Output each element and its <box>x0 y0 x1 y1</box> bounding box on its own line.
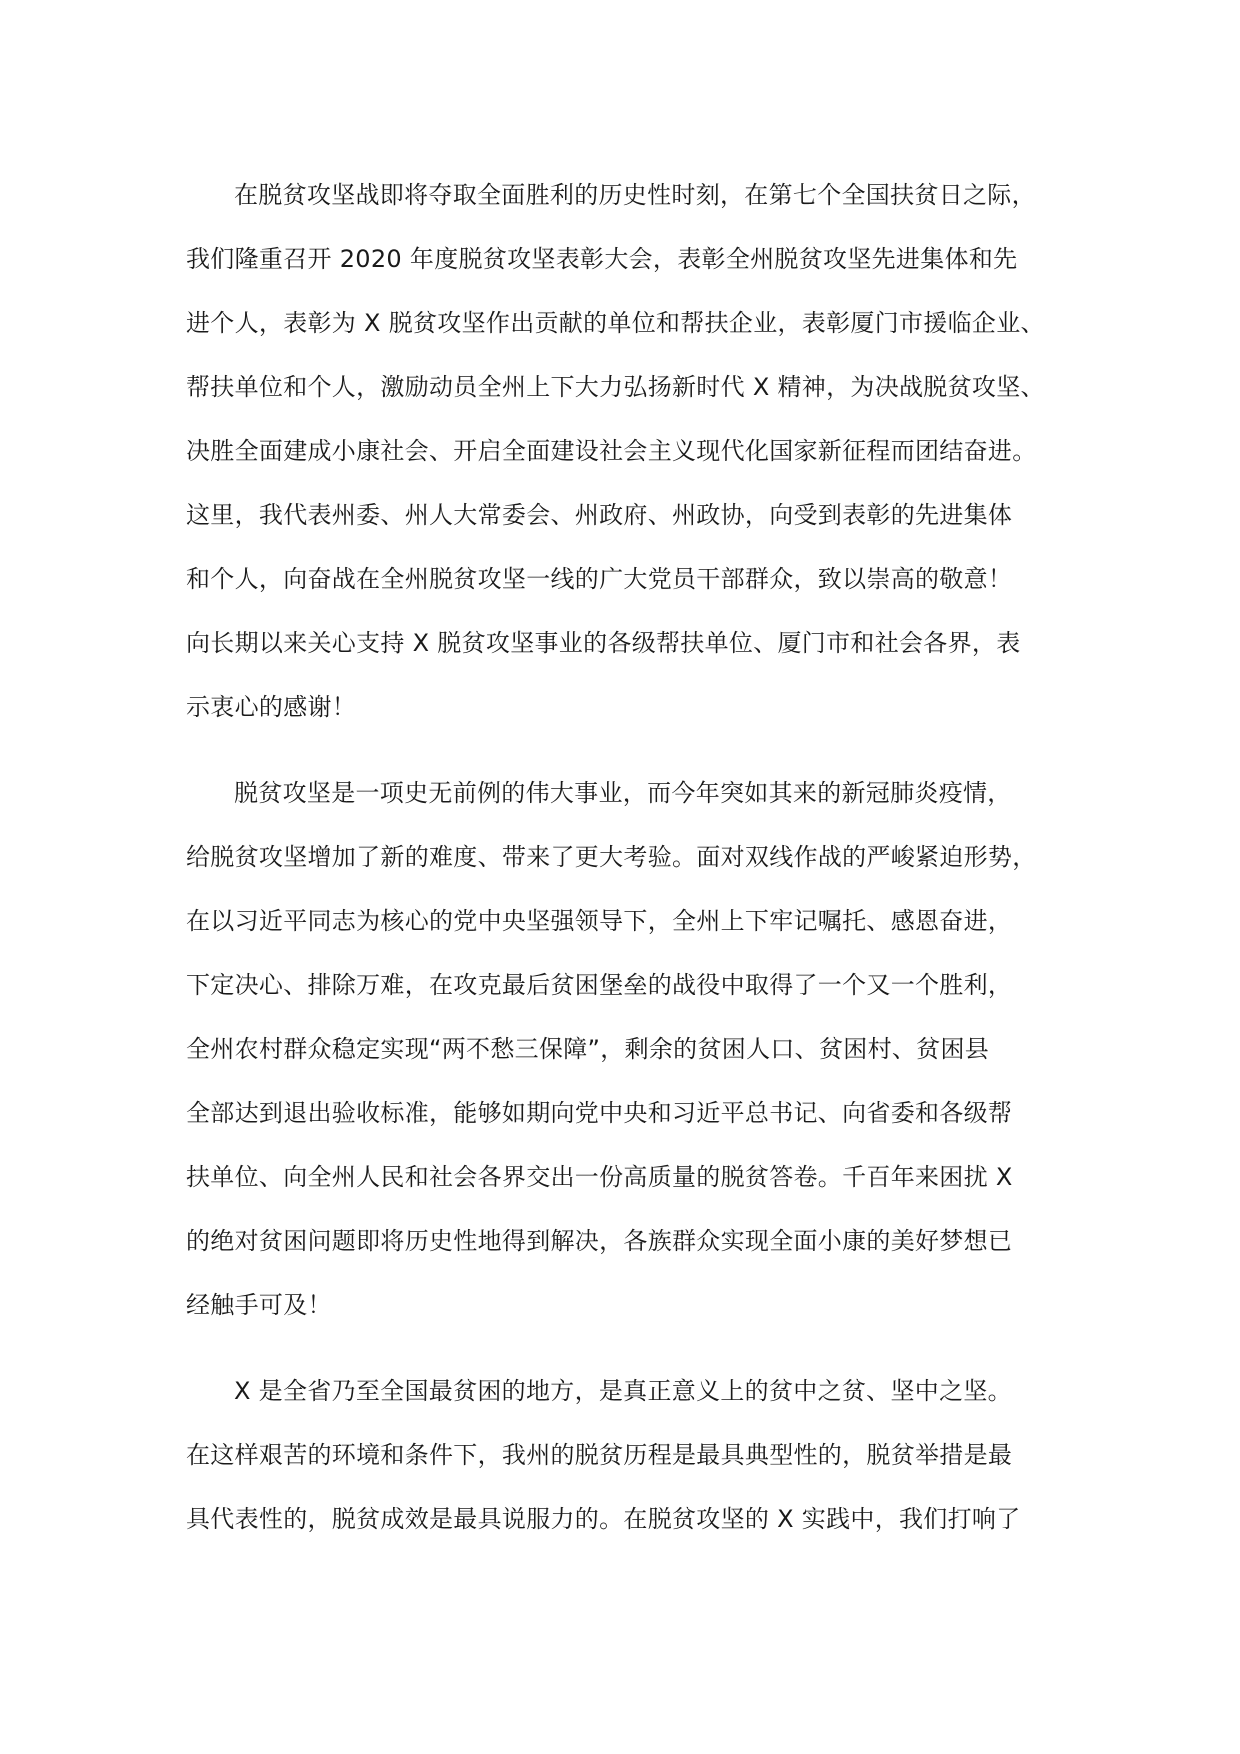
text-line: 帮扶单位和个人，激励动员全州上下大力弘扬新时代 X 精神，为决战脱贫攻坚、 <box>186 373 1045 401</box>
text-line: X 是全省乃至全国最贫困的地方，是真正意义上的贫中之贫、坚中之坚。 <box>234 1377 1012 1405</box>
text-line: 经触手可及！ <box>186 1291 332 1319</box>
text-line: 脱贫攻坚是一项史无前例的伟大事业，而今年突如其来的新冠肺炎疫情， <box>234 779 1012 807</box>
text-line: 这里，我代表州委、州人大常委会、州政府、州政协，向受到表彰的先进集体 <box>186 501 1013 529</box>
text-line: 决胜全面建成小康社会、开启全面建设社会主义现代化国家新征程而团结奋进。 <box>186 437 1037 465</box>
text-line: 示衷心的感谢！ <box>186 693 357 721</box>
text-line: 全部达到退出验收标准，能够如期向党中央和习近平总书记、向省委和各级帮 <box>186 1099 1013 1127</box>
text-line: 全州农村群众稳定实现“两不愁三保障”，剩余的贫困人口、贫困村、贫困县 <box>186 1035 990 1063</box>
text-line: 给脱贫攻坚增加了新的难度、带来了更大考验。面对双线作战的严峻紧迫形势， <box>186 843 1037 871</box>
paragraph <box>186 1359 1076 1551</box>
paragraph <box>186 761 1076 1337</box>
text-line: 在这样艰苦的环境和条件下，我州的脱贫历程是最具典型性的，脱贫举措是最 <box>186 1441 1013 1469</box>
text-line: 在脱贫攻坚战即将夺取全面胜利的历史性时刻，在第七个全国扶贫日之际， <box>234 181 1036 209</box>
paragraph <box>186 163 1076 739</box>
text-line: 和个人，向奋战在全州脱贫攻坚一线的广大党员干部群众，致以崇高的敬意！ <box>186 565 1013 593</box>
text-line: 下定决心、排除万难，在攻克最后贫困堡垒的战役中取得了一个又一个胜利， <box>186 971 1013 999</box>
text-line: 在以习近平同志为核心的党中央坚强领导下，全州上下牢记嘱托、感恩奋进， <box>186 907 1013 935</box>
text-line: 扶单位、向全州人民和社会各界交出一份高质量的脱贫答卷。千百年来困扰 X <box>186 1163 1013 1191</box>
text-line: 的绝对贫困问题即将历史性地得到解决，各族群众实现全面小康的美好梦想已 <box>186 1227 1013 1255</box>
text-line: 我们隆重召开 2020 年度脱贫攻坚表彰大会，表彰全州脱贫攻坚先进集体和先 <box>186 245 1018 273</box>
text-line: 进个人，表彰为 X 脱贫攻坚作出贡献的单位和帮扶企业，表彰厦门市援临企业、 <box>186 309 1045 337</box>
text-line: 向长期以来关心支持 X 脱贫攻坚事业的各级帮扶单位、厦门市和社会各界，表 <box>186 629 1021 657</box>
text-line: 具代表性的，脱贫成效是最具说服力的。在脱贫攻坚的 X 实践中，我们打响了 <box>186 1505 1021 1533</box>
